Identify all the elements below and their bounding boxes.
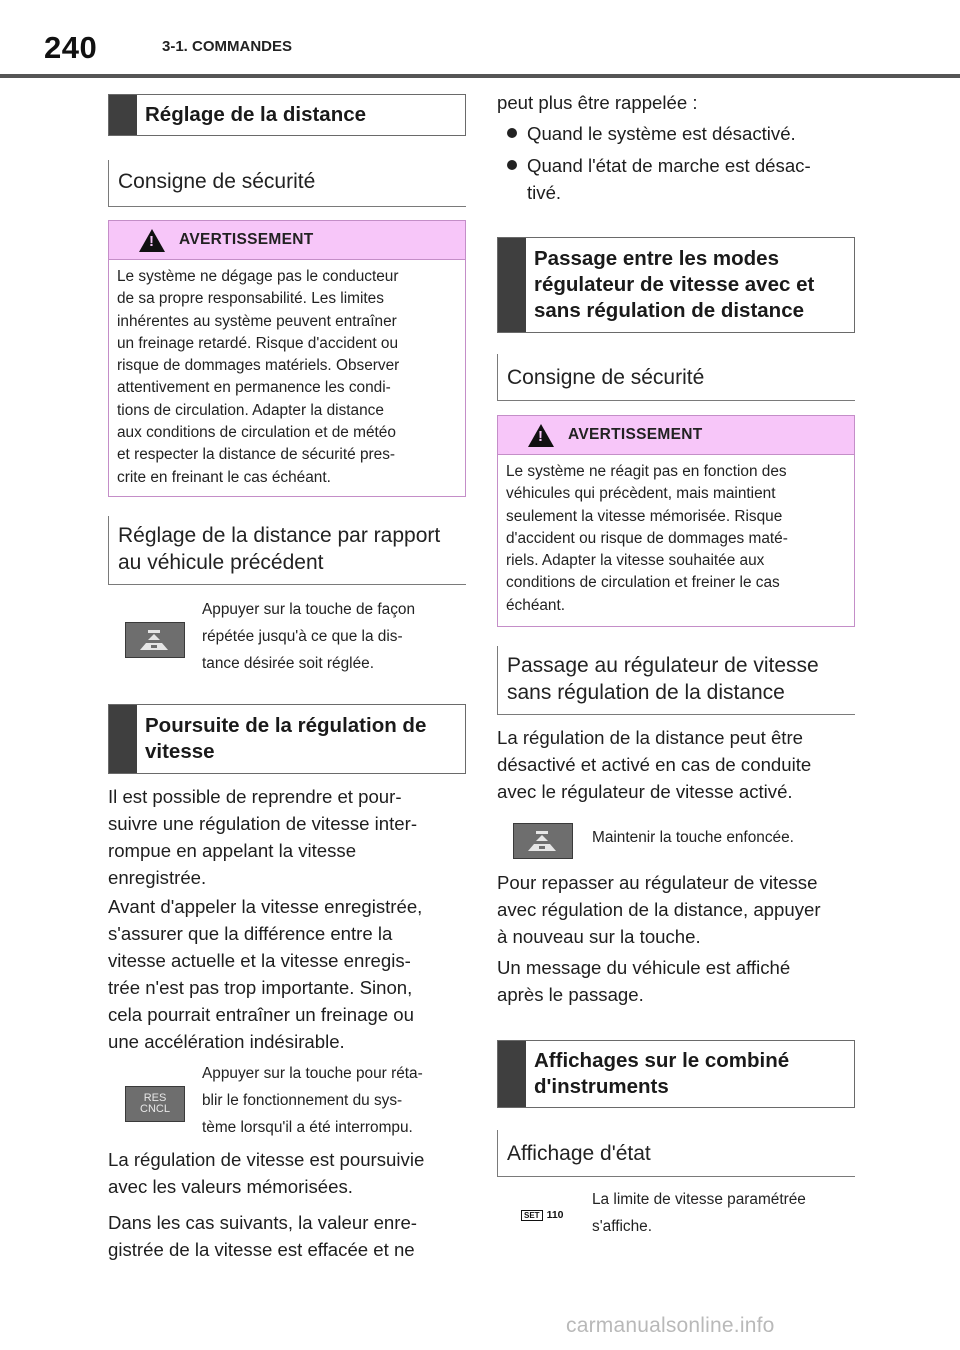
key-description-3: Maintenir la touche enfoncée. [592, 829, 794, 846]
subheading-affichage-etat [497, 1130, 855, 1177]
section-heading-text: Poursuite de la régulation de vitesse [145, 714, 427, 763]
page-number: 240 [44, 30, 98, 65]
warning-box-1 [108, 220, 466, 497]
paragraph-reprendre: Il est possible de reprendre et pour- suivre une régulation de vitesse inter- rompue en appelant la vitesse enregistrée. [108, 786, 418, 888]
subheading-consigne-securite [108, 160, 466, 207]
warning-label: AVERTISSEMENT [179, 231, 314, 248]
watermark-text: carmanualsonline.info [566, 1314, 775, 1337]
section-heading-poursuite-regulation [108, 704, 466, 774]
set-speed-value: 110 [546, 1209, 564, 1221]
paragraph-cas-suivants: Dans les cas suivants, la valeur enre- gistrée de la vitesse est effacée et ne [108, 1212, 418, 1260]
paragraph-regulation-desactive: La régulation de la distance peut être désactivé et activé en cas de conduite avec le régulateur de vitesse activé. [497, 727, 812, 802]
warning-label: AVERTISSEMENT [568, 426, 703, 443]
subheading-consigne-securite-2 [497, 354, 855, 401]
key-description-2: Appuyer sur la touche pour réta- blir le fonctionnement du sys- tème lorsqu'il a été interrompu. [202, 1065, 423, 1136]
section-heading-passage-modes [497, 237, 855, 333]
res-cncl-key-icon: RES CNCL [125, 1086, 185, 1122]
chapter-title: 3-1. COMMANDES [162, 38, 293, 55]
subheading-text: Consigne de sécurité [507, 366, 705, 389]
page-header [0, 0, 960, 78]
subheading-text: Consigne de sécurité [118, 170, 316, 193]
warning-header [498, 416, 854, 455]
warning-text: Le système ne réagit pas en fonction des véhicules qui précèdent, mais maintient seulement la vitesse mémorisée. Risque d'accident ou risque de dommages maté- riels. Adapter la vitesse souhaitée aux conditions de circulation et freiner le cas échéant. [506, 463, 788, 614]
section-heading-text: Réglage de la distance [145, 103, 367, 126]
subheading-text: Affichage d'état [507, 1142, 651, 1165]
section-heading-reglage-distance [108, 94, 466, 136]
subheading-passage-regulateur [497, 646, 855, 715]
bullet-icon [507, 128, 517, 138]
paragraph-regulation-poursuivie: La régulation de vitesse est poursuivie avec les valeurs mémorisées. [108, 1149, 425, 1197]
set-display-description: La limite de vitesse paramétrée s'affiche. [592, 1191, 806, 1235]
paragraph-rappelee: peut plus être rappelée : [497, 92, 698, 113]
paragraph-avant-appeler: Avant d'appeler la vitesse enregistrée, s'assurer que la différence entre la vitesse actuelle et la vitesse enregis- trée n'est pas trop importante. Sinon, cela pourrait entraîner un freinage ou une accélération indésirable. [108, 896, 423, 1052]
warning-triangle-icon [139, 229, 165, 252]
distance-key-icon-2 [513, 823, 573, 859]
subheading-text: Passage au régulateur de vitesse sans régulation de la distance [507, 654, 819, 704]
header-rule [0, 74, 960, 78]
warning-header [109, 221, 465, 260]
section-heading-text: Passage entre les modes régulateur de vitesse avec et sans régulation de distance [534, 247, 815, 322]
distance-symbol-icon [126, 623, 183, 656]
warning-triangle-icon [528, 424, 554, 447]
set-speed-display-icon [521, 1209, 564, 1221]
bullet-icon [507, 160, 517, 170]
bullet-item-2: Quand l'état de marche est désac- tivé. [503, 152, 853, 206]
subheading-text: Réglage de la distance par rapport au véhicule précédent [118, 524, 441, 574]
warning-box-2 [497, 415, 855, 627]
warning-text: Le système ne dégage pas le conducteur de sa propre responsabilité. Les limites inhérentes au système peuvent entraîner un freinage retardé. Risque d'accident ou risque de dommages matériels. Observer attentivement en permanence les condi- tions de circulation. Adapter la distance aux conditions de circulation et de météo et respecter la distance de sécurité pres- crite en freinant le cas échéant. [117, 268, 400, 486]
subheading-reglage-vehicule-precedent [108, 516, 466, 585]
paragraph-repasser: Pour repasser au régulateur de vitesse avec régulation de la distance, appuyer à nouveau sur la touche. [497, 872, 821, 947]
distance-symbol-icon [514, 824, 571, 857]
distance-key-icon [125, 622, 185, 658]
section-heading-affichages-combine [497, 1040, 855, 1108]
section-heading-text: Affichages sur le combiné d'instruments [534, 1049, 790, 1098]
key-description-1: Appuyer sur la touche de façon répétée jusqu'à ce que la dis- tance désirée soit réglée. [202, 601, 416, 672]
set-label: SET [521, 1210, 543, 1221]
bullet-item-1: Quand le système est désactivé. [503, 120, 853, 147]
paragraph-message-vehicule: Un message du véhicule est affiché après le passage. [497, 957, 791, 1005]
